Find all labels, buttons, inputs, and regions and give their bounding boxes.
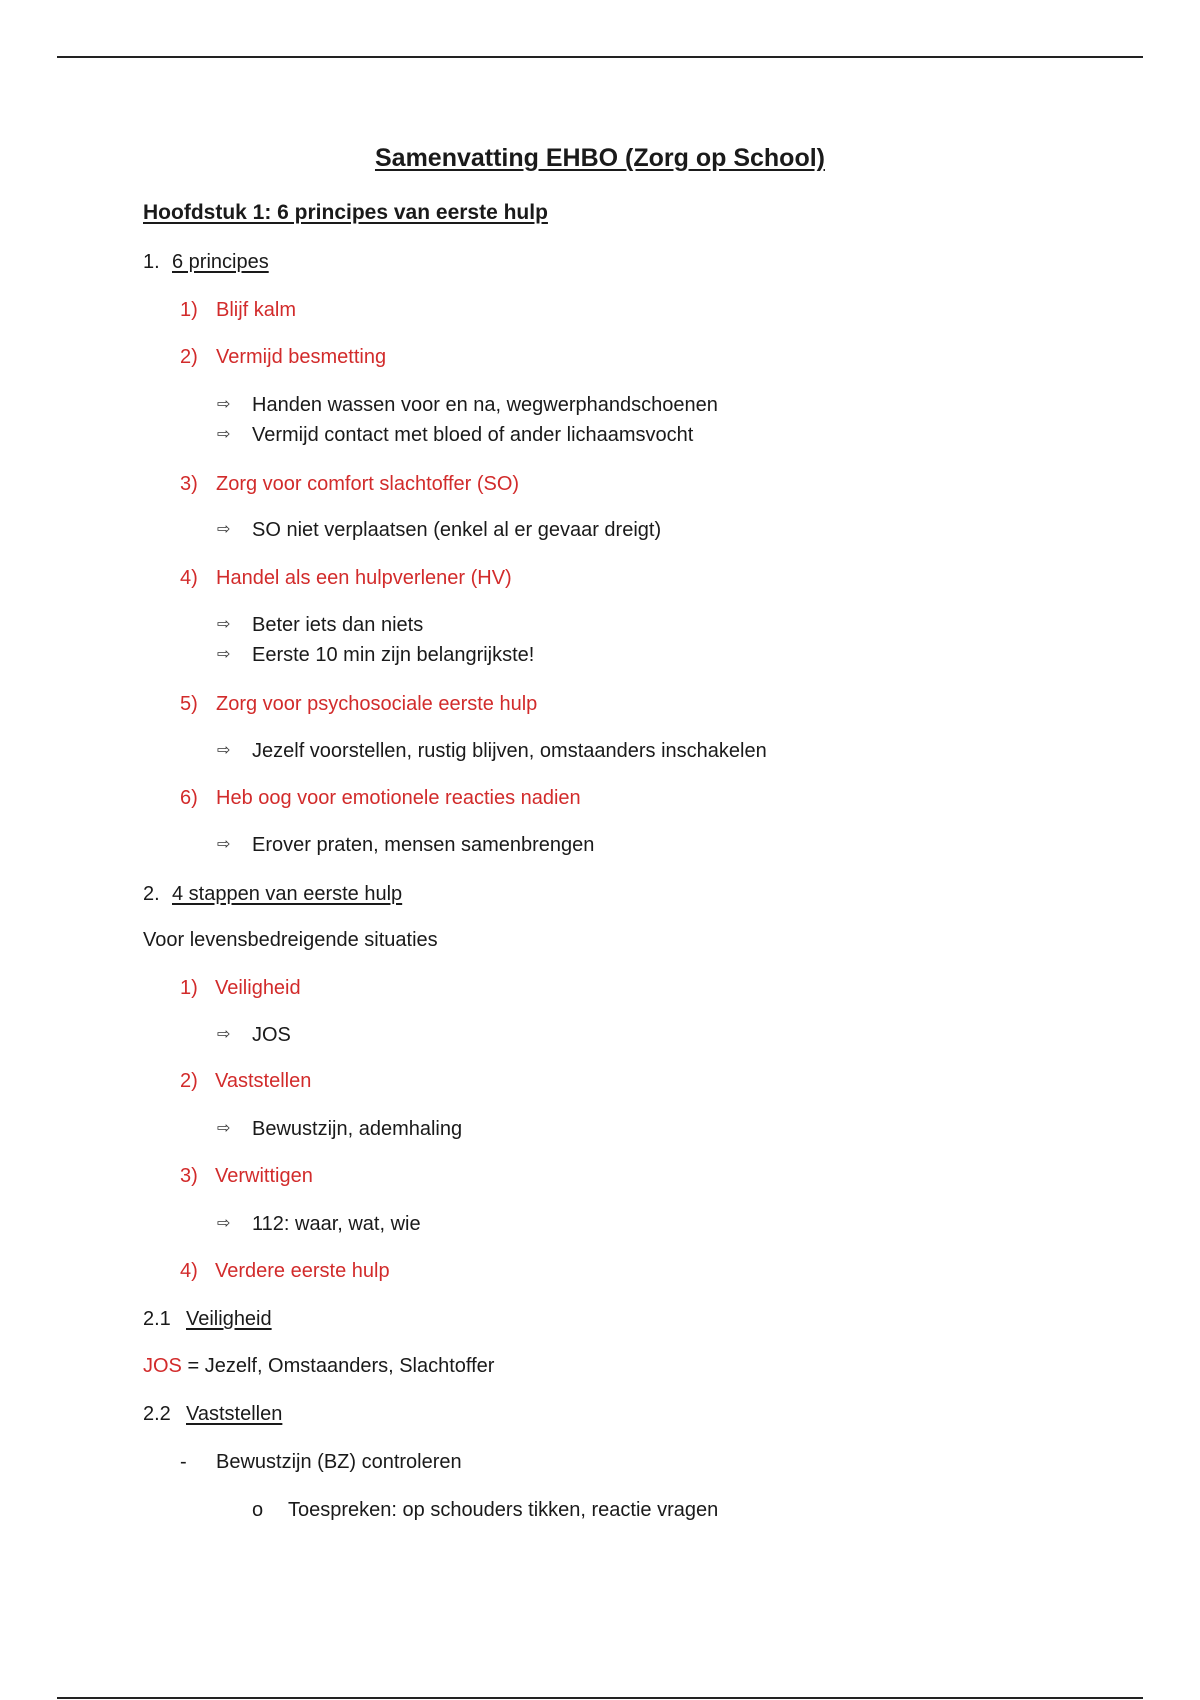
section-2-intro: Voor levensbedreigende situaties [143, 929, 438, 951]
principle-label: Handel als een hulpverlener (HV) [216, 567, 512, 589]
bullet-text: Bewustzijn, ademhaling [252, 1118, 463, 1140]
bullet-text: Eerste 10 min zijn belangrijkste! [252, 644, 535, 666]
arrow-bullet-icon: ⇨ [217, 1215, 231, 1232]
step-label: Vaststellen [215, 1070, 312, 1092]
principle-label: Zorg voor psychosociale eerste hulp [216, 693, 538, 715]
document-title: Samenvatting EHBO (Zorg op School) [374, 144, 825, 172]
principle-label: Heb oog voor emotionele reacties nadien [216, 787, 581, 809]
principle-number: 4) [180, 567, 198, 589]
principle-number: 2) [180, 346, 198, 368]
step-number: 1) [180, 977, 198, 999]
arrow-bullet-icon: ⇨ [217, 1120, 231, 1137]
bullet-text: Erover praten, mensen samenbrengen [252, 834, 595, 856]
arrow-bullet-icon: ⇨ [217, 396, 231, 413]
principle-number: 1) [180, 299, 198, 321]
principle-label: Vermijd besmetting [216, 346, 387, 368]
jos-term: JOS [143, 1355, 182, 1377]
bullet-text: SO niet verplaatsen (enkel al er gevaar dreigt) [252, 519, 662, 541]
step-number: 2) [180, 1070, 198, 1092]
jos-definition: = Jezelf, Omstaanders, Slachtoffer [181, 1355, 495, 1377]
arrow-bullet-icon: ⇨ [217, 616, 231, 633]
arrow-bullet-icon: ⇨ [217, 426, 231, 443]
subsection-2-2-number: 2.2 [143, 1403, 171, 1425]
section-2-heading: 4 stappen van eerste hulp [172, 883, 403, 905]
bullet-text: Vermijd contact met bloed of ander lichaamsvocht [252, 424, 694, 446]
footer-rule [57, 1697, 1143, 1699]
bullet-text: Handen wassen voor en na, wegwerphandschoenen [252, 394, 718, 416]
principle-number: 3) [180, 473, 198, 495]
principle-number: 6) [180, 787, 198, 809]
bullet-text: 112: waar, wat, wie [252, 1213, 421, 1235]
principle-number: 5) [180, 693, 198, 715]
step-label: Verdere eerste hulp [215, 1260, 390, 1282]
arrow-bullet-icon: ⇨ [217, 742, 231, 759]
step-label: Veiligheid [215, 977, 301, 999]
step-label: Verwittigen [215, 1165, 313, 1187]
step-number: 4) [180, 1260, 198, 1282]
bullet-text: JOS [252, 1024, 291, 1046]
arrow-bullet-icon: ⇨ [217, 521, 231, 538]
arrow-bullet-icon: ⇨ [217, 836, 231, 853]
sub-bullet: o [252, 1499, 264, 1521]
subsection-2-1-heading: Veiligheid [186, 1308, 272, 1330]
subsection-2-2-heading: Vaststellen [186, 1403, 283, 1425]
section-2-number: 2. [143, 883, 160, 905]
chapter-heading: Hoofdstuk 1: 6 principes van eerste hulp [143, 201, 548, 224]
dash-item: Bewustzijn (BZ) controleren [216, 1451, 462, 1473]
principle-label: Blijf kalm [216, 299, 297, 321]
principle-label: Zorg voor comfort slachtoffer (SO) [216, 473, 520, 495]
dash-bullet: - [180, 1451, 187, 1473]
step-number: 3) [180, 1165, 198, 1187]
arrow-bullet-icon: ⇨ [217, 646, 231, 663]
section-1-heading: 6 principes [172, 251, 269, 273]
jos-definition-line [143, 1354, 494, 1378]
header-rule [57, 56, 1143, 58]
sub-item: Toespreken: op schouders tikken, reactie vragen [288, 1499, 719, 1521]
subsection-2-1-number: 2.1 [143, 1308, 171, 1330]
bullet-text: Beter iets dan niets [252, 614, 424, 636]
bullet-text: Jezelf voorstellen, rustig blijven, omstaanders inschakelen [252, 740, 767, 762]
section-1-number: 1. [143, 251, 160, 273]
arrow-bullet-icon: ⇨ [217, 1026, 231, 1043]
